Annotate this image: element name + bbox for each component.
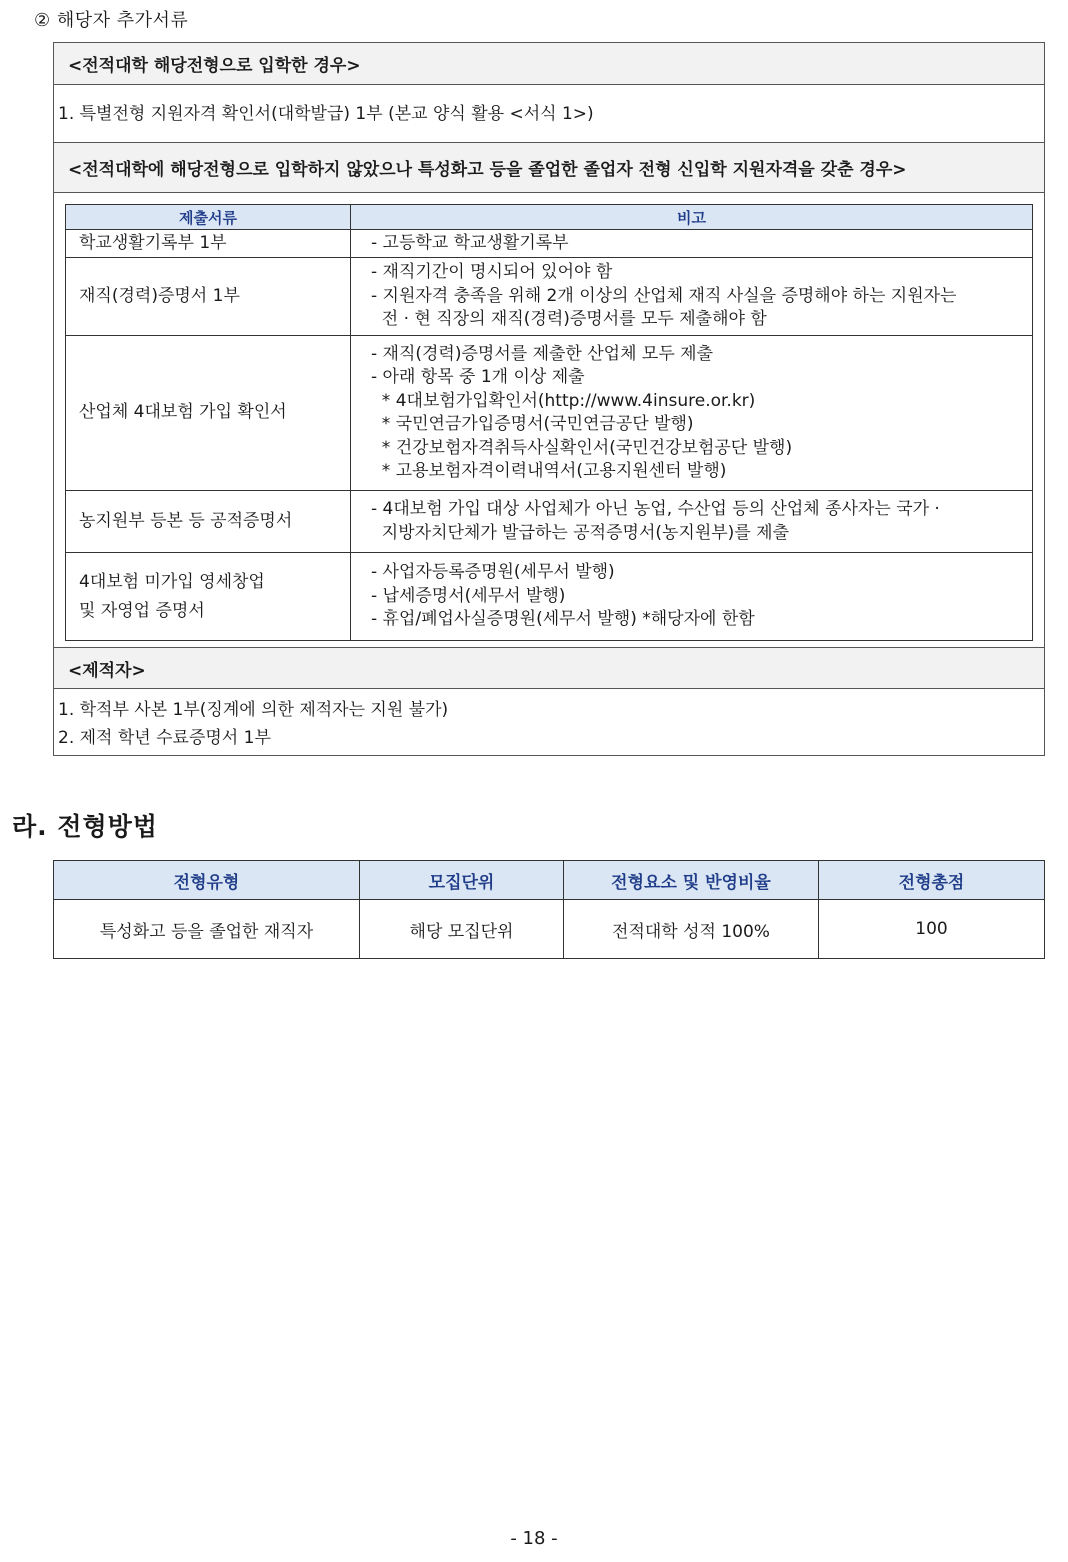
col-header-notes: 비고	[351, 205, 1033, 230]
total-cell: 100	[819, 900, 1045, 959]
elements-cell: 전적대학 성적 100%	[564, 900, 819, 959]
table-row	[66, 491, 1033, 553]
section3-body	[54, 689, 1044, 755]
section1-header: <전적대학 해당전형으로 입학한 경우>	[54, 43, 1044, 85]
section2-body	[54, 193, 1044, 648]
table-header-row	[66, 205, 1033, 230]
section3-item: 2. 제적 학년 수료증명서 1부	[58, 728, 271, 748]
type-cell: 특성화고 등을 졸업한 재직자	[54, 900, 360, 959]
section1-item: 1. 특별전형 지원자격 확인서(대학발급) 1부 (본교 양식 활용 <서식 1>)	[58, 104, 594, 124]
doc-cell: 학교생활기록부 1부	[66, 230, 351, 258]
table-row	[66, 336, 1033, 491]
col-header-unit: 모집단위	[360, 861, 564, 900]
note-cell: - 고등학교 학교생활기록부	[351, 230, 1033, 258]
col-header-documents: 제출서류	[66, 205, 351, 230]
note-cell: - 사업자등록증명원(세무서 발행) - 납세증명서(세무서 발행) - 휴업/폐업사실증명원(세무서 발행) *해당자에 한함	[351, 553, 1033, 641]
section1-body	[54, 85, 1044, 143]
note-cell: - 4대보험 가입 대상 사업체가 아닌 농업, 수산업 등의 산업체 종사자는 국가 · 지방자치단체가 발급하는 공적증명서(농지원부)를 제출	[351, 491, 1033, 553]
unit-cell: 해당 모집단위	[360, 900, 564, 959]
table-row	[66, 553, 1033, 641]
table-row	[66, 258, 1033, 336]
section3-header: <제적자>	[54, 648, 1044, 689]
table-row	[54, 900, 1045, 959]
doc-cell: 농지원부 등본 등 공적증명서	[66, 491, 351, 553]
section3-item: 1. 학적부 사본 1부(징계에 의한 제적자는 지원 불가)	[58, 700, 449, 720]
doc-cell: 재직(경력)증명서 1부	[66, 258, 351, 336]
doc-cell: 산업체 4대보험 가입 확인서	[66, 336, 351, 491]
selection-method-table	[53, 860, 1045, 959]
col-header-total: 전형총점	[819, 861, 1045, 900]
selection-method-title: 라. 전형방법	[12, 812, 158, 841]
note-cell: - 재직기간이 명시되어 있어야 함 - 지원자격 충족을 위해 2개 이상의 산업체 재직 사실을 증명해야 하는 지원자는 전 · 현 직장의 재직(경력)증명서를 모두 제출해야 함	[351, 258, 1033, 336]
table-header-row	[54, 861, 1045, 900]
note-cell: - 재직(경력)증명서를 제출한 산업체 모두 제출 - 아래 항목 중 1개 이상 제출 * 4대보험가입확인서(http://www.4insure.or.kr) * 국민연금가입증명서(국민연금공단 발행) * 건강보험자격취득사실확인서(국민건강보험공단 발행) * 고용보험자격이력내역서(고용지원센터 발행)	[351, 336, 1033, 491]
table-row	[66, 230, 1033, 258]
section-heading: ② 해당자 추가서류	[34, 10, 189, 31]
section2-header: <전적대학에 해당전형으로 입학하지 않았으나 특성화고 등을 졸업한 졸업자 전형 신입학 지원자격을 갖춘 경우>	[54, 143, 1044, 193]
col-header-type: 전형유형	[54, 861, 360, 900]
page-number: - 18 -	[510, 1528, 558, 1549]
documents-box	[53, 42, 1045, 756]
documents-table	[65, 204, 1033, 641]
col-header-elements: 전형요소 및 반영비율	[564, 861, 819, 900]
doc-cell: 4대보험 미가입 영세창업 및 자영업 증명서	[66, 553, 351, 641]
